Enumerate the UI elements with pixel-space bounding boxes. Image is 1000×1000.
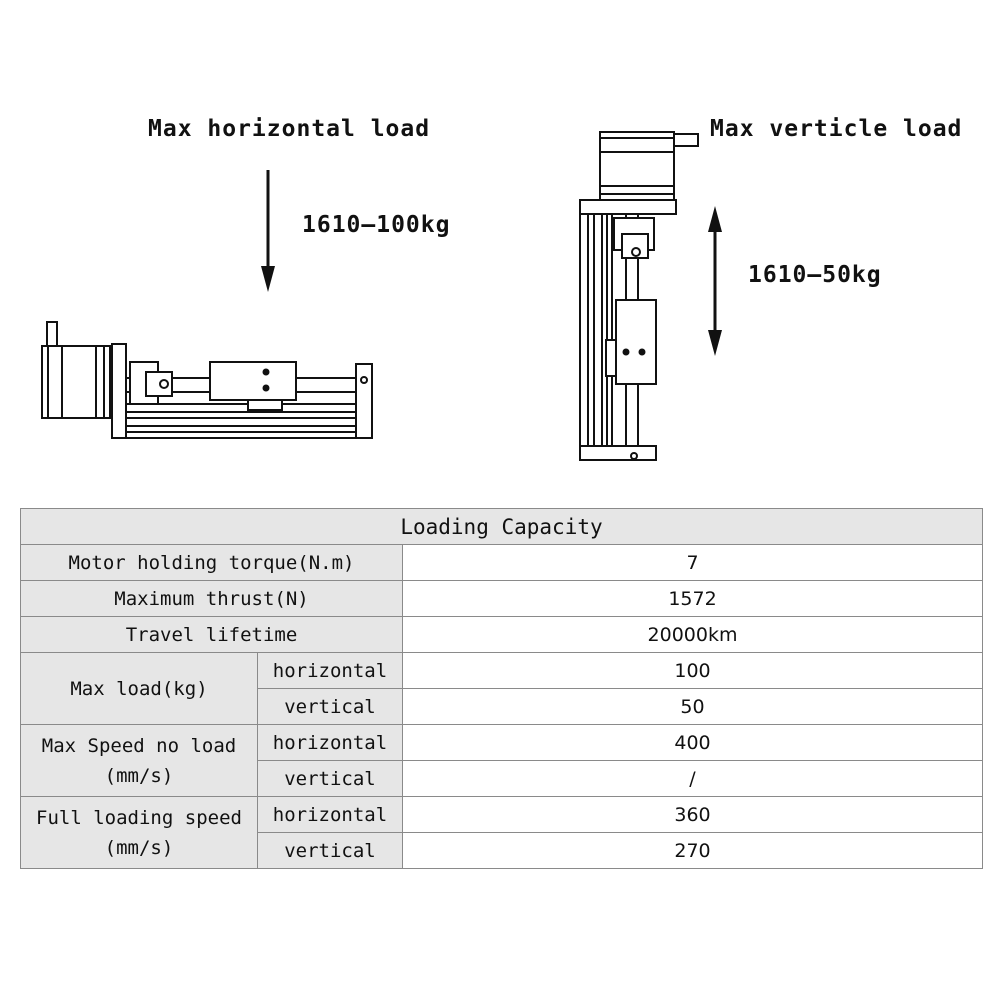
horizontal-actuator-drawing (42, 322, 372, 438)
full-speed-vertical-label: vertical (258, 833, 403, 869)
loading-capacity-table (20, 508, 983, 869)
max-speed-horizontal-label: horizontal (258, 725, 403, 761)
max-load-vertical-label: vertical (258, 689, 403, 725)
table-title: Loading Capacity (21, 509, 983, 545)
vertical-load-title: Max verticle load (710, 116, 963, 142)
max-load-horizontal-value: 100 (403, 653, 983, 689)
max-speed-vertical-label: vertical (258, 761, 403, 797)
travel-lifetime-label: Travel lifetime (21, 617, 403, 653)
vertical-actuator-drawing (580, 132, 698, 460)
full-speed-vertical-value: 270 (403, 833, 983, 869)
travel-lifetime-value: 20000km (403, 617, 983, 653)
motor-torque-label: Motor holding torque(N.m) (21, 545, 403, 581)
max-load-vertical-value: 50 (403, 689, 983, 725)
max-speed-vertical-value: / (403, 761, 983, 797)
horizontal-load-arrow (261, 170, 275, 292)
table-row (21, 545, 983, 581)
horizontal-load-value: 1610—100kg (302, 212, 451, 238)
horizontal-load-title: Max horizontal load (148, 116, 431, 142)
max-speed-horizontal-value: 400 (403, 725, 983, 761)
max-load-label: Max load(kg) (21, 653, 258, 725)
table-title-row (21, 509, 983, 545)
vertical-load-value: 1610—50kg (748, 262, 882, 288)
table-row (21, 617, 983, 653)
table-row (21, 797, 983, 833)
vertical-load-arrow (708, 206, 722, 356)
full-speed-label-line1: Full loading speed (36, 806, 242, 829)
full-speed-label (21, 797, 258, 869)
motor-torque-value: 7 (403, 545, 983, 581)
max-load-horizontal-label: horizontal (258, 653, 403, 689)
max-speed-label (21, 725, 258, 797)
full-speed-horizontal-value: 360 (403, 797, 983, 833)
table-row (21, 581, 983, 617)
max-speed-label-line1: Max Speed no load (41, 734, 237, 757)
max-speed-label-line2: (mm/s) (104, 764, 174, 787)
max-thrust-label: Maximum thrust(N) (21, 581, 403, 617)
full-speed-horizontal-label: horizontal (258, 797, 403, 833)
full-speed-label-line2: (mm/s) (104, 836, 174, 859)
table-row (21, 653, 983, 689)
max-thrust-value: 1572 (403, 581, 983, 617)
table-row (21, 725, 983, 761)
